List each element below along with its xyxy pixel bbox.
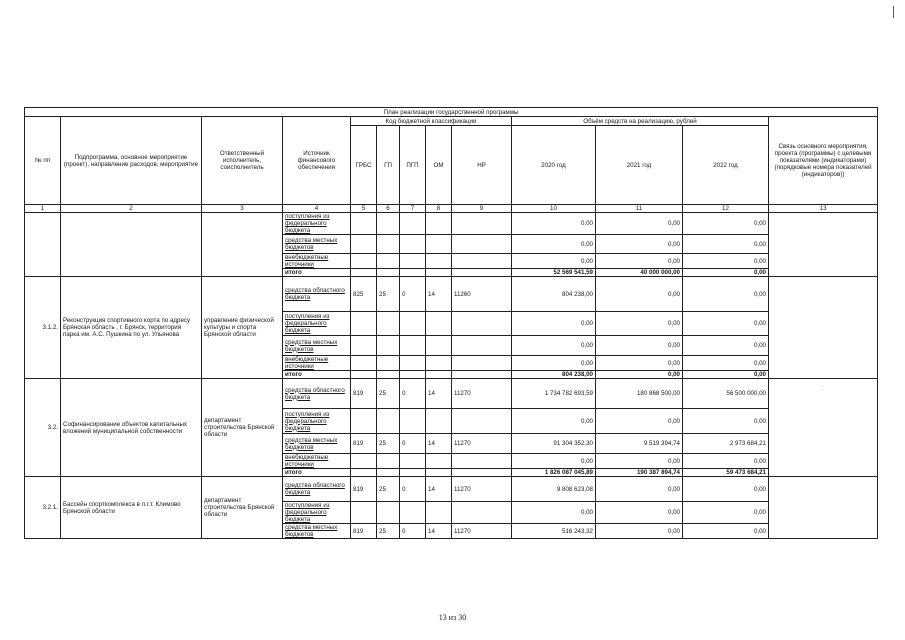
funding-source-cell: поступления из федерального бюджета — [283, 409, 351, 434]
col-2021-header: 2021 год — [596, 126, 683, 205]
amount-2022-cell: 0,00 — [683, 524, 769, 539]
nr-cell: 11270 — [452, 434, 512, 454]
nr-cell: 11260 — [452, 277, 512, 312]
col-number: 8 — [426, 205, 452, 213]
col-pgp-header: ПГП — [400, 126, 426, 205]
nr-cell — [452, 312, 512, 336]
scan-speck: · — [822, 384, 824, 390]
table-row — [25, 477, 878, 502]
nr-cell — [452, 371, 512, 379]
nr-cell — [452, 213, 512, 235]
pgp-cell: 0 — [400, 277, 426, 312]
activity-name-cell: Бассейн спорткомплекса в п.г.т. Климово Брянской области — [61, 477, 202, 539]
grbs-cell: 825 — [351, 277, 377, 312]
grbs-cell: 819 — [351, 434, 377, 454]
col-gp-header: ГП — [377, 126, 400, 205]
pgp-cell — [400, 254, 426, 269]
amount-2021-cell: 0,00 — [596, 277, 683, 312]
amount-2020-cell: 1 734 782 693,59 — [512, 379, 596, 409]
grbs-cell — [351, 409, 377, 434]
amount-2022-cell: 0,00 — [683, 371, 769, 379]
gp-cell — [377, 502, 400, 524]
gp-cell — [377, 336, 400, 356]
col-number: 7 — [400, 205, 426, 213]
pgp-cell — [400, 312, 426, 336]
funding-source-cell: итого — [283, 269, 351, 277]
gp-cell — [377, 454, 400, 469]
gp-cell — [377, 235, 400, 254]
amount-2022-cell: 59 473 684,21 — [683, 469, 769, 477]
pgp-cell — [400, 356, 426, 371]
amount-2021-cell: 0,00 — [596, 477, 683, 502]
gp-cell — [377, 409, 400, 434]
program-plan-sheet — [24, 107, 877, 539]
pgp-cell — [400, 336, 426, 356]
amount-2021-cell: 0,00 — [596, 502, 683, 524]
col-responsible-header: Ответственный исполнитель, соисполнитель — [202, 117, 283, 205]
amount-2021-cell: 0,00 — [596, 371, 683, 379]
amount-2021-cell: 0,00 — [596, 213, 683, 235]
col-link-header: Связь основного мероприятия, проекта (программы) с целевыми показателями (индикаторами) (порядковые номера показателей (индикаторов)) — [769, 117, 878, 205]
col-number: 1 — [25, 205, 61, 213]
gp-cell: 25 — [377, 277, 400, 312]
grbs-cell — [351, 371, 377, 379]
om-cell — [426, 409, 452, 434]
nr-cell: 11270 — [452, 524, 512, 539]
grbs-cell — [351, 454, 377, 469]
amount-2021-cell: 180 868 500,00 — [596, 379, 683, 409]
amount-2021-cell: 0,00 — [596, 356, 683, 371]
amount-2020-cell: 1 826 087 045,89 — [512, 469, 596, 477]
gp-cell — [377, 213, 400, 235]
nr-cell: 11270 — [452, 477, 512, 502]
scan-edge-mark — [893, 6, 894, 18]
amount-2020-cell: 0,00 — [512, 502, 596, 524]
amount-2020-cell: 0,00 — [512, 454, 596, 469]
gp-cell — [377, 469, 400, 477]
grbs-cell — [351, 269, 377, 277]
funding-source-cell: внебюджетные источники — [283, 254, 351, 269]
grbs-cell: 819 — [351, 379, 377, 409]
funds-group-header: Объём средств на реализацию, рублей — [512, 117, 769, 126]
col-number: 4 — [283, 205, 351, 213]
om-cell — [426, 235, 452, 254]
om-cell — [426, 371, 452, 379]
funding-source-cell: средства областного бюджета — [283, 379, 351, 409]
gp-cell — [377, 371, 400, 379]
col-number: 12 — [683, 205, 769, 213]
amount-2022-cell: 0,00 — [683, 254, 769, 269]
col-subprogram-header: Подпрограмма, основное мероприятие (проект), направление расходов, мероприятие — [61, 117, 202, 205]
program-plan-table — [24, 107, 878, 539]
amount-2020-cell: 91 304 352,30 — [512, 434, 596, 454]
grbs-cell: 819 — [351, 477, 377, 502]
funding-source-cell: средства областного бюджета — [283, 277, 351, 312]
amount-2021-cell: 40 000 000,00 — [596, 269, 683, 277]
pgp-cell — [400, 454, 426, 469]
nr-cell — [452, 454, 512, 469]
gp-cell: 25 — [377, 477, 400, 502]
amount-2022-cell: 0,00 — [683, 269, 769, 277]
row-number-cell: 3.2.1. — [25, 477, 61, 539]
col-number: 9 — [452, 205, 512, 213]
om-cell: 14 — [426, 524, 452, 539]
funding-source-cell: поступления из федерального бюджета — [283, 213, 351, 235]
col-number: 11 — [596, 205, 683, 213]
nr-cell — [452, 469, 512, 477]
gp-cell: 25 — [377, 524, 400, 539]
indicator-link-cell — [769, 213, 878, 277]
pgp-cell — [400, 409, 426, 434]
amount-2022-cell: 0,00 — [683, 213, 769, 235]
pgp-cell — [400, 269, 426, 277]
gp-cell — [377, 312, 400, 336]
indicator-link-cell — [769, 477, 878, 539]
nr-cell — [452, 235, 512, 254]
col-number: 10 — [512, 205, 596, 213]
amount-2020-cell: 516 243,32 — [512, 524, 596, 539]
amount-2020-cell: 0,00 — [512, 336, 596, 356]
amount-2022-cell: 0,00 — [683, 454, 769, 469]
funding-source-cell: поступления из федерального бюджета — [283, 502, 351, 524]
grbs-cell — [351, 356, 377, 371]
funding-source-cell: средства областного бюджета — [283, 477, 351, 502]
col-number: 5 — [351, 205, 377, 213]
pgp-cell — [400, 213, 426, 235]
amount-2020-cell: 0,00 — [512, 409, 596, 434]
table-row — [25, 379, 878, 409]
grbs-cell — [351, 312, 377, 336]
funding-source-cell: внебюджетные источники — [283, 356, 351, 371]
pgp-cell: 0 — [400, 477, 426, 502]
amount-2020-cell: 52 569 541,59 — [512, 269, 596, 277]
funding-source-cell: средства местных бюджетов — [283, 434, 351, 454]
amount-2022-cell: 0,00 — [683, 336, 769, 356]
col-2022-header: 2022 год — [683, 126, 769, 205]
gp-cell — [377, 269, 400, 277]
amount-2020-cell: 0,00 — [512, 254, 596, 269]
grbs-cell — [351, 235, 377, 254]
nr-cell: 11270 — [452, 379, 512, 409]
table-row — [25, 213, 878, 235]
grbs-cell — [351, 469, 377, 477]
nr-cell — [452, 502, 512, 524]
pgp-cell — [400, 469, 426, 477]
funding-source-cell: средства местных бюджетов — [283, 524, 351, 539]
col-no-header: № пп — [25, 117, 61, 205]
indicator-link-cell — [769, 277, 878, 379]
grbs-cell — [351, 336, 377, 356]
amount-2022-cell: 0,00 — [683, 502, 769, 524]
amount-2021-cell: 0,00 — [596, 312, 683, 336]
responsible-cell: департамент строительства Брянской области — [202, 379, 283, 477]
amount-2022-cell: 2 973 684,21 — [683, 434, 769, 454]
pgp-cell — [400, 235, 426, 254]
responsible-cell: управление физической культуры и спорта Брянской области — [202, 277, 283, 379]
budget-code-group-header: Код бюджетной классификации — [351, 117, 512, 126]
amount-2021-cell: 9 519 394,74 — [596, 434, 683, 454]
responsible-cell — [202, 213, 283, 277]
col-om-header: ОМ — [426, 126, 452, 205]
om-cell: 14 — [426, 477, 452, 502]
gp-cell: 25 — [377, 434, 400, 454]
om-cell — [426, 356, 452, 371]
amount-2022-cell: 0,00 — [683, 409, 769, 434]
indicator-link-cell — [769, 379, 878, 477]
amount-2022-cell: 0,00 — [683, 312, 769, 336]
nr-cell — [452, 356, 512, 371]
om-cell: 14 — [426, 379, 452, 409]
row-number-cell — [25, 213, 61, 277]
col-number: 3 — [202, 205, 283, 213]
om-cell: 14 — [426, 277, 452, 312]
om-cell — [426, 454, 452, 469]
grbs-cell — [351, 254, 377, 269]
funding-source-cell: средства местных бюджетов — [283, 235, 351, 254]
col-number: 2 — [61, 205, 202, 213]
om-cell — [426, 312, 452, 336]
col-grbs-header: ГРБС — [351, 126, 377, 205]
pgp-cell: 0 — [400, 379, 426, 409]
funding-source-cell: внебюджетные источники — [283, 454, 351, 469]
row-number-cell: 3.2. — [25, 379, 61, 477]
page-number: 13 из 30 — [438, 613, 467, 622]
amount-2020-cell: 9 808 623,08 — [512, 477, 596, 502]
table-body — [25, 213, 878, 539]
om-cell — [426, 269, 452, 277]
om-cell — [426, 213, 452, 235]
amount-2022-cell: 0,00 — [683, 477, 769, 502]
table-row — [25, 277, 878, 312]
col-source-header: Источник финансового обеспечения — [283, 117, 351, 205]
om-cell — [426, 469, 452, 477]
pgp-cell: 0 — [400, 524, 426, 539]
activity-name-cell: Софинансирование объектов капитальных вложений муниципальной собственности — [61, 379, 202, 477]
col-2020-header: 2020 год — [512, 126, 596, 205]
amount-2020-cell: 0,00 — [512, 213, 596, 235]
amount-2021-cell: 0,00 — [596, 524, 683, 539]
amount-2020-cell: 0,00 — [512, 235, 596, 254]
grbs-cell: 819 — [351, 524, 377, 539]
om-cell — [426, 336, 452, 356]
funding-source-cell: средства местных бюджетов — [283, 336, 351, 356]
funding-source-cell: итого — [283, 371, 351, 379]
activity-name-cell — [61, 213, 202, 277]
grbs-cell — [351, 502, 377, 524]
amount-2020-cell: 804 238,00 — [512, 371, 596, 379]
responsible-cell: департамент строительства Брянской области — [202, 477, 283, 539]
amount-2022-cell: 0,00 — [683, 356, 769, 371]
col-number: 6 — [377, 205, 400, 213]
amount-2020-cell: 0,00 — [512, 312, 596, 336]
funding-source-cell: поступления из федерального бюджета — [283, 312, 351, 336]
col-nr-header: НР — [452, 126, 512, 205]
gp-cell: 25 — [377, 379, 400, 409]
grbs-cell — [351, 213, 377, 235]
nr-cell — [452, 409, 512, 434]
amount-2020-cell: 0,00 — [512, 356, 596, 371]
amount-2020-cell: 804 238,00 — [512, 277, 596, 312]
amount-2021-cell: 0,00 — [596, 336, 683, 356]
nr-cell — [452, 336, 512, 356]
amount-2021-cell: 0,00 — [596, 254, 683, 269]
gp-cell — [377, 356, 400, 371]
om-cell — [426, 502, 452, 524]
amount-2021-cell: 0,00 — [596, 454, 683, 469]
nr-cell — [452, 254, 512, 269]
amount-2022-cell: 0,00 — [683, 235, 769, 254]
pgp-cell — [400, 502, 426, 524]
amount-2021-cell: 190 387 894,74 — [596, 469, 683, 477]
om-cell: 14 — [426, 434, 452, 454]
amount-2022-cell: 56 500 000,00 — [683, 379, 769, 409]
col-number: 13 — [769, 205, 878, 213]
gp-cell — [377, 254, 400, 269]
amount-2022-cell: 0,00 — [683, 277, 769, 312]
activity-name-cell: Реконструкция спортивного корта по адресу Брянская область , г. Брянск, территория парка им. А.С. Пушкина по ул. Ульянова — [61, 277, 202, 379]
row-number-cell: 3.1.2. — [25, 277, 61, 379]
pgp-cell — [400, 371, 426, 379]
funding-source-cell: итого — [283, 469, 351, 477]
amount-2021-cell: 0,00 — [596, 409, 683, 434]
om-cell — [426, 254, 452, 269]
pgp-cell: 0 — [400, 434, 426, 454]
amount-2021-cell: 0,00 — [596, 235, 683, 254]
nr-cell — [452, 269, 512, 277]
table-title: План реализации государственной программы — [25, 108, 878, 117]
